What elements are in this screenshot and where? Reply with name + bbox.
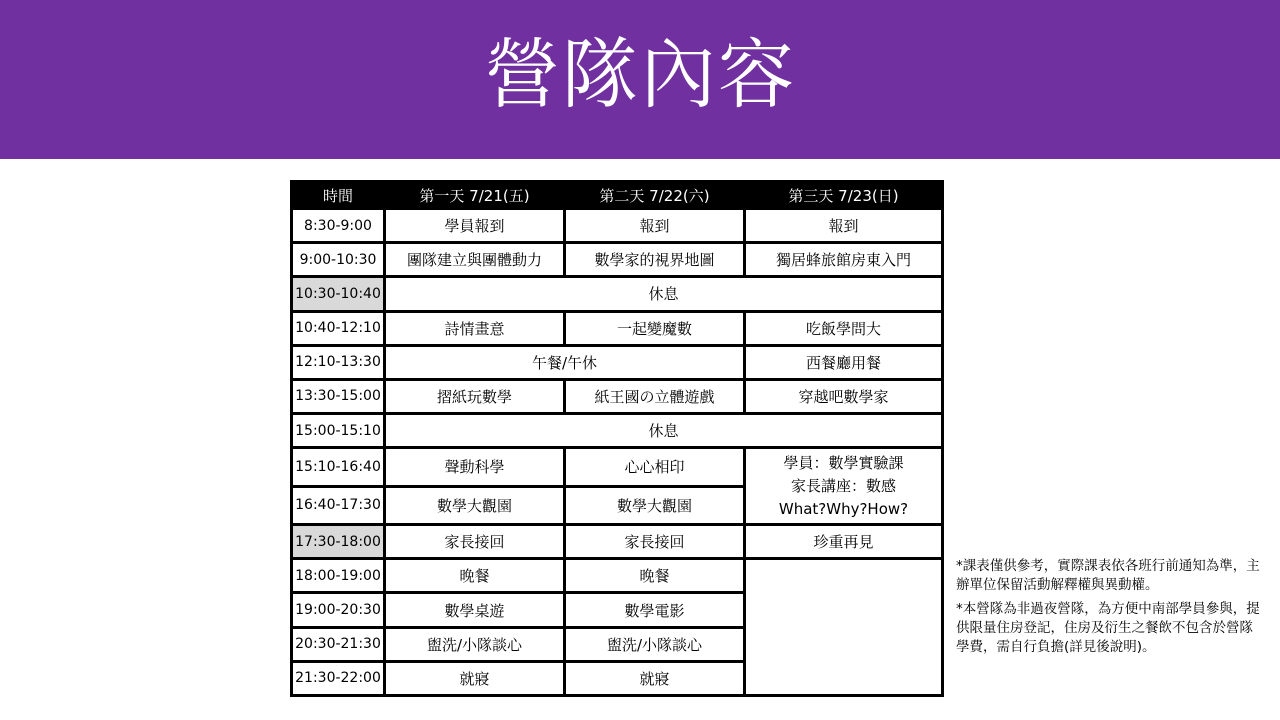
- activity-cell: 盥洗/小隊談心: [385, 627, 565, 661]
- table-row: [292, 414, 943, 448]
- empty-cell: [745, 559, 943, 696]
- header-row: [292, 182, 943, 209]
- activity-cell: 報到: [565, 209, 745, 243]
- table-row: [292, 559, 943, 593]
- header-time: 時間: [292, 182, 385, 209]
- activity-cell: 數學家的視界地圖: [565, 243, 745, 277]
- table-row: [292, 525, 943, 559]
- notes: [956, 557, 1261, 662]
- activity-cell: 就寢: [565, 661, 745, 695]
- activity-cell: 數學電影: [565, 593, 745, 627]
- time-cell: 19:00-20:30: [292, 593, 385, 627]
- activity-cell: 家長接回: [565, 525, 745, 559]
- math-lab-line: 學員：數學實驗課: [783, 453, 904, 472]
- header-day1: 第一天 7/21(五): [385, 182, 565, 209]
- activity-cell: 數學桌遊: [385, 593, 565, 627]
- time-cell: 20:30-21:30: [292, 627, 385, 661]
- header-day2: 第二天 7/22(六): [565, 182, 745, 209]
- note-schedule: *課表僅供參考，實際課表依各班行前通知為準，主辦單位保留活動解釋權與異動權。: [956, 558, 1260, 593]
- time-cell: 9:00-10:30: [292, 243, 385, 277]
- activity-cell: 晚餐: [565, 559, 745, 593]
- table-row: [292, 345, 943, 379]
- activity-cell: 心心相印: [565, 448, 745, 486]
- header-day3: 第三天 7/23(日): [745, 182, 943, 209]
- time-cell: 8:30-9:00: [292, 209, 385, 243]
- table-row: [292, 209, 943, 243]
- activity-cell: 學員報到: [385, 209, 565, 243]
- activity-cell: 晚餐: [385, 559, 565, 593]
- activity-cell: 團隊建立與團體動力: [385, 243, 565, 277]
- activity-cell: 吃飯學問大: [745, 311, 943, 345]
- time-cell: 15:10-16:40: [292, 448, 385, 486]
- activity-cell: 報到: [745, 209, 943, 243]
- activity-cell: 詩情畫意: [385, 311, 565, 345]
- time-cell: 18:00-19:00: [292, 559, 385, 593]
- activity-cell: 穿越吧數學家: [745, 379, 943, 413]
- activity-cell: 一起變魔數: [565, 311, 745, 345]
- lunch-cell: 午餐/午休: [385, 345, 745, 379]
- table-row: [292, 277, 943, 311]
- activity-cell: 聲動科學: [385, 448, 565, 486]
- activity-cell: 數學大觀園: [385, 486, 565, 524]
- math-lab-cell: [745, 448, 943, 525]
- table-row: [292, 311, 943, 345]
- activity-cell: 紙王國の立體遊戲: [565, 379, 745, 413]
- time-cell: 13:30-15:00: [292, 379, 385, 413]
- page-title: 營隊內容: [484, 30, 796, 119]
- time-cell: 10:40-12:10: [292, 311, 385, 345]
- time-cell: 16:40-17:30: [292, 486, 385, 524]
- activity-cell: 獨居蜂旅館房東入門: [745, 243, 943, 277]
- time-cell: 15:00-15:10: [292, 414, 385, 448]
- time-cell: 10:30-10:40: [292, 277, 385, 311]
- table-row: [292, 243, 943, 277]
- activity-cell: 西餐廳用餐: [745, 345, 943, 379]
- parent-talk-line: 家長講座：數感: [790, 476, 896, 495]
- break-cell: 休息: [385, 277, 943, 311]
- time-cell: 12:10-13:30: [292, 345, 385, 379]
- note-accommodation: *本營隊為非過夜營隊，為方便中南部學員參與，提供限量住房登記，住房及衍生之餐飲不包含於營隊學費，需自行負擔(詳見後說明)。: [956, 601, 1260, 655]
- activity-cell: 摺紙玩數學: [385, 379, 565, 413]
- activity-cell: 盥洗/小隊談心: [565, 627, 745, 661]
- table-row: [292, 448, 943, 486]
- activity-cell: 就寢: [385, 661, 565, 695]
- activity-cell: 家長接回: [385, 525, 565, 559]
- time-cell: 21:30-22:00: [292, 661, 385, 695]
- time-cell: 17:30-18:00: [292, 525, 385, 559]
- parent-talk-subtitle: What?Why?How?: [778, 499, 909, 518]
- table-row: [292, 379, 943, 413]
- activity-cell: 數學大觀園: [565, 486, 745, 524]
- title-banner: [0, 0, 1280, 159]
- break-cell: 休息: [385, 414, 943, 448]
- activity-cell: 珍重再見: [745, 525, 943, 559]
- schedule-table: [290, 180, 944, 697]
